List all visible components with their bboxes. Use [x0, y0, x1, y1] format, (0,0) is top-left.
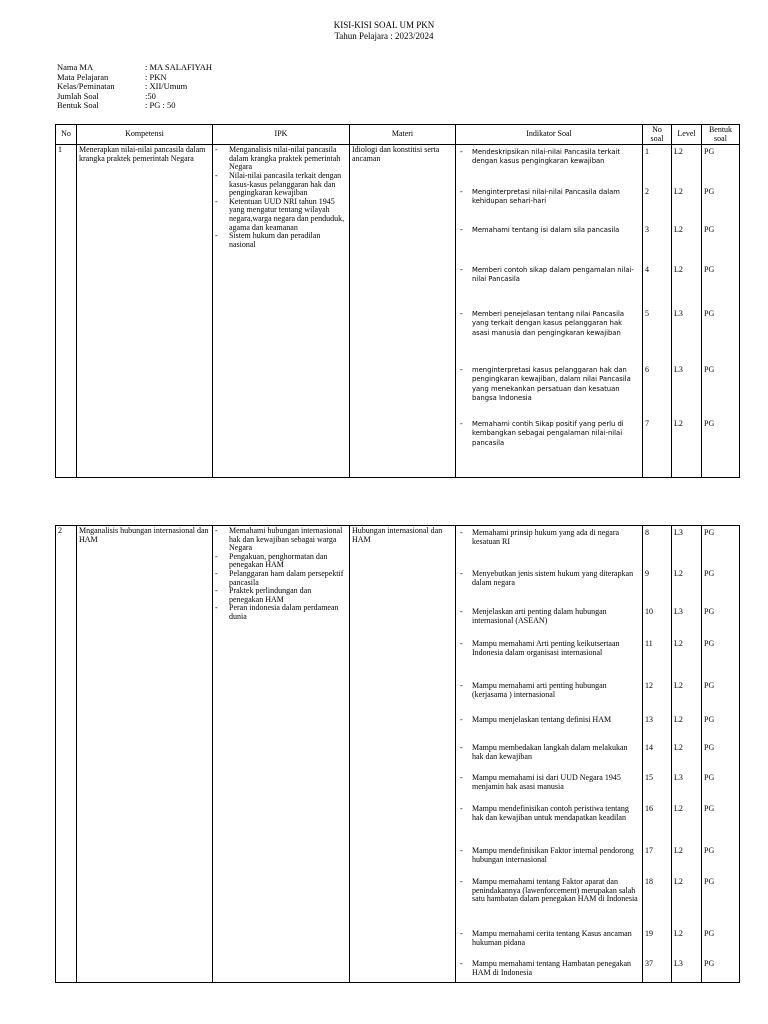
indikator-text: Mampu memahami tentang Faktor aparat dan penindakannya (lawenforcement) merupakan salah satu hambatan dalam penegakan HAM di Indonesia: [472, 877, 638, 904]
bullet-dash: -: [460, 681, 463, 690]
no-soal-column: [643, 145, 672, 478]
row-number: 1: [56, 145, 77, 478]
col-bentuk-header: Bentuk soal: [702, 125, 740, 145]
document-title: KISI-KISI SOAL UM PKN: [333, 20, 435, 30]
col-materi-header: Materi: [350, 125, 456, 145]
no-soal-value: 12: [645, 681, 653, 690]
bentuk-value: PG: [704, 804, 715, 813]
indikator-text: Memberi penejelasan tentang nilai Pancasila yang terkait dengan kasus pelanggaran hak asasi manusia dan pengingkaran kewajiban: [472, 310, 625, 337]
bullet-dash: -: [460, 147, 463, 157]
bullet-dash: -: [460, 773, 463, 782]
ipk-item: [215, 232, 347, 249]
ipk-cell: [213, 145, 350, 478]
info-label: Kelas/Peminatan: [57, 81, 115, 92]
level-value: L3: [674, 365, 683, 375]
kisi-kisi-table-2: [55, 525, 740, 983]
info-label: Bentuk Soal: [57, 100, 99, 111]
materi-cell: Hubungan internasional dan HAM: [350, 526, 456, 983]
no-soal-value: 13: [645, 715, 653, 724]
bullet-dash: -: [460, 715, 463, 724]
indikator-text: Memahami tentang isi dalam sila pancasila: [472, 226, 620, 235]
no-soal-value: 37: [645, 959, 653, 968]
bentuk-value: PG: [704, 147, 715, 157]
bentuk-value: PG: [704, 419, 715, 429]
indikator-text: Mampu memahami Arti penting keikutsertaan Indonesia dalam organisasi internasional: [472, 639, 620, 657]
col-ipk-header: IPK: [213, 125, 350, 145]
level-value: L2: [674, 715, 683, 724]
table-row: [56, 526, 740, 983]
bullet-dash: -: [215, 551, 218, 561]
col-level-header: Level: [672, 125, 702, 145]
indikator-text: Mampu memahami tentang Hambatan penegakan HAM di Indonesia: [472, 959, 632, 977]
bullet-dash: -: [215, 145, 218, 155]
no-soal-value: 17: [645, 846, 653, 855]
no-soal-value: 9: [645, 569, 649, 578]
level-value: L2: [674, 929, 683, 938]
indikator-text: Mampu memahami isi dari UUD Negara 1945 menjamin hak asasi manusia: [472, 773, 621, 791]
bentuk-value: PG: [704, 365, 715, 375]
indikator-text: Mampu mendefinisikan contoh peristiwa tentang hak dan kewajiban untuk mendapatkan keadilan: [472, 804, 629, 822]
bentuk-value: PG: [704, 309, 715, 319]
level-value: L2: [674, 681, 683, 690]
ipk-text: Ketentuan UUD NRI tahun 1945 yang mengatur tentang wilayah negara,warga negara dan penduduk, agama dan keamanan: [229, 196, 345, 232]
bullet-dash: -: [460, 607, 463, 616]
bullet-dash: -: [460, 528, 463, 537]
ipk-item: [215, 198, 347, 232]
bentuk-value: PG: [704, 528, 715, 537]
bentuk-value: PG: [704, 225, 715, 235]
indikator-text: Menyebutkan jenis sistem hukum yang diterapkan dalam negara: [472, 569, 634, 587]
bullet-dash: -: [215, 231, 218, 241]
level-value: L2: [674, 225, 683, 235]
bullet-dash: -: [460, 365, 463, 375]
bullet-dash: -: [460, 225, 463, 235]
kisi-kisi-table-1: [55, 124, 740, 478]
bullet-dash: -: [460, 743, 463, 752]
bullet-dash: -: [460, 187, 463, 197]
info-value: : XII/Umum: [145, 81, 188, 92]
bullet-dash: -: [215, 196, 218, 206]
level-value: L2: [674, 804, 683, 813]
bentuk-value: PG: [704, 877, 715, 886]
ipk-text: Pelanggaran ham dalam persepektif pancasila: [229, 568, 344, 587]
info-value: : MA SALAFIYAH: [145, 62, 213, 72]
no-soal-column: [643, 526, 672, 983]
no-soal-value: 16: [645, 804, 653, 813]
bentuk-value: PG: [704, 959, 715, 968]
ipk-item: [215, 172, 347, 198]
info-value: : PKN: [145, 71, 167, 82]
level-value: L2: [674, 877, 683, 886]
level-value: L2: [674, 265, 683, 275]
level-column: [672, 526, 702, 983]
indikator-text: Memahami contih Sikap positif yang perlu di kembangkan sebagai pengalaman nilai-nilai pancasila: [472, 420, 624, 447]
level-value: L2: [674, 743, 683, 752]
bentuk-value: PG: [704, 773, 715, 782]
info-block: [57, 63, 212, 111]
row-number: 2: [56, 526, 77, 983]
indikator-text: Menjelaskan arti penting dalam hubungan internasional (ASEAN): [472, 607, 607, 625]
ipk-item: [215, 587, 347, 604]
no-soal-value: 6: [645, 365, 649, 375]
indikator-column: [456, 526, 643, 983]
bullet-dash: -: [215, 568, 218, 578]
info-row: [57, 101, 212, 111]
level-value: L2: [674, 846, 683, 855]
indikator-text: Menginterpretasi nilai-nilai Pancasila dalam kehidupan sehari-hari: [472, 188, 620, 206]
bentuk-column: [702, 145, 740, 478]
level-value: L2: [674, 639, 683, 648]
col-no-soal-header: No soal: [643, 125, 672, 145]
level-value: L3: [674, 607, 683, 616]
col-indikator-header: Indikator Soal: [456, 125, 643, 145]
level-value: L3: [674, 773, 683, 782]
ipk-cell: [213, 526, 350, 983]
info-label: Nama MA: [57, 62, 94, 72]
level-value: L2: [674, 419, 683, 429]
level-column: [672, 145, 702, 478]
no-soal-value: 19: [645, 929, 653, 938]
kompetensi-cell: Menerapkan nilai-nilai pancasila dalam krangka praktek pemerintah Negara: [77, 145, 213, 478]
bullet-dash: -: [215, 526, 218, 535]
indikator-text: Mendeskripsikan nilai-nilai Pancasila terkait dengan kasus pengingkaran kewajiban: [472, 148, 621, 166]
indikator-text: Mampu membedakan langkah dalam melakukan hak dan kewajiban: [472, 743, 628, 761]
bullet-dash: -: [215, 586, 218, 596]
bullet-dash: -: [460, 569, 463, 578]
bentuk-value: PG: [704, 569, 715, 578]
bullet-dash: -: [215, 603, 218, 613]
ipk-item: [215, 527, 347, 553]
no-soal-value: 18: [645, 877, 653, 886]
no-soal-value: 11: [645, 639, 653, 648]
level-value: L2: [674, 569, 683, 578]
bentuk-value: PG: [704, 715, 715, 724]
no-soal-value: 1: [645, 147, 649, 157]
no-soal-value: 4: [645, 265, 649, 275]
bullet-dash: -: [460, 419, 463, 429]
ipk-text: Nilai-nilai pancasila terkait dengan kasus-kasus pelanggaran hak dan pengingkaran kewajiban: [229, 170, 342, 198]
no-soal-value: 5: [645, 309, 649, 319]
document-header: [0, 20, 768, 42]
ipk-item: [215, 553, 347, 570]
bullet-dash: -: [215, 170, 218, 180]
level-value: L3: [674, 959, 683, 968]
bentuk-value: PG: [704, 639, 715, 648]
ipk-item: [215, 570, 347, 587]
bentuk-value: PG: [704, 187, 715, 197]
no-soal-value: 14: [645, 743, 653, 752]
ipk-item: [215, 604, 347, 621]
ipk-item: [215, 146, 347, 172]
col-no-header: No: [56, 125, 77, 145]
bullet-dash: -: [460, 804, 463, 813]
no-soal-value: 15: [645, 773, 653, 782]
indikator-text: Mampu memahami arti penting hubungan (kerjasama ) internasional: [472, 681, 607, 699]
indikator-text: menginterpretasi kasus pelanggaran hak dan pengingkaran kewajiban, dalam nilai Pancasila yang menekankan persatuan dan kesatuan bangsa Indonesia: [472, 366, 631, 402]
bentuk-value: PG: [704, 681, 715, 690]
no-soal-value: 7: [645, 419, 649, 429]
ipk-text: Memahami hubungan internasional hak dan kewajiban sebagai warga Negara: [229, 526, 343, 553]
indikator-text: Mampu menjelaskan tentang definisi HAM: [472, 715, 612, 724]
bullet-dash: -: [460, 846, 463, 855]
no-soal-value: 3: [645, 225, 649, 235]
info-label: Mata Pelajaran: [57, 71, 109, 82]
bullet-dash: -: [460, 309, 463, 319]
bullet-dash: -: [460, 929, 463, 938]
bentuk-column: [702, 526, 740, 983]
info-label: Jumlah Soal: [57, 90, 99, 101]
no-soal-value: 8: [645, 528, 649, 537]
bullet-dash: -: [460, 959, 463, 968]
ipk-text: Praktek perlindungan dan penegakan HAM: [229, 586, 312, 604]
indikator-text: Memberi contoh sikap dalam pengamalan nilai-nilai Pancasila: [472, 266, 634, 284]
bentuk-value: PG: [704, 743, 715, 752]
table-row: [56, 145, 740, 478]
level-value: L2: [674, 187, 683, 197]
table-header-row: [56, 125, 740, 145]
ipk-text: Pengakuan, penghormatan dan penegakan HAM: [229, 551, 328, 570]
level-value: L3: [674, 528, 683, 537]
bentuk-value: PG: [704, 607, 715, 616]
level-value: L2: [674, 147, 683, 157]
ipk-text: Peran indonesia dalam perdamean dunia: [229, 603, 339, 621]
bullet-dash: -: [460, 265, 463, 275]
info-value: : PG : 50: [145, 100, 176, 111]
indikator-text: Mampu mendefinisikan Faktor internal pendorong hubungan internasional: [472, 846, 634, 864]
ipk-text: Sistem hukum dan peradilan nasional: [229, 231, 321, 249]
kompetensi-cell: Mnganalisis hubungan internasional dan HAM: [77, 526, 213, 983]
no-soal-value: 2: [645, 187, 649, 197]
col-kompetensi-header: Kompetensi: [77, 125, 213, 145]
indikator-text: Memahami prinsip hukum yang ada di negara kesatuan RI: [472, 528, 620, 546]
info-value: :50: [145, 90, 156, 101]
no-soal-value: 10: [645, 607, 653, 616]
indikator-column: [456, 145, 643, 478]
document-subtitle: Tahun Pelajara : 2023/2024: [334, 31, 434, 41]
bentuk-value: PG: [704, 929, 715, 938]
bullet-dash: -: [460, 639, 463, 648]
bentuk-value: PG: [704, 846, 715, 855]
bullet-dash: -: [460, 877, 463, 886]
level-value: L3: [674, 309, 683, 319]
materi-cell: Idiologi dan konstitisi serta ancaman: [350, 145, 456, 478]
ipk-text: Menganalisis nilai-nilai pancasila dalam krangka praktek pemerintah Negara: [229, 145, 341, 172]
indikator-text: Mampu memahami cerita tentang Kasus ancaman hukuman pidana: [472, 929, 632, 947]
bentuk-value: PG: [704, 265, 715, 275]
